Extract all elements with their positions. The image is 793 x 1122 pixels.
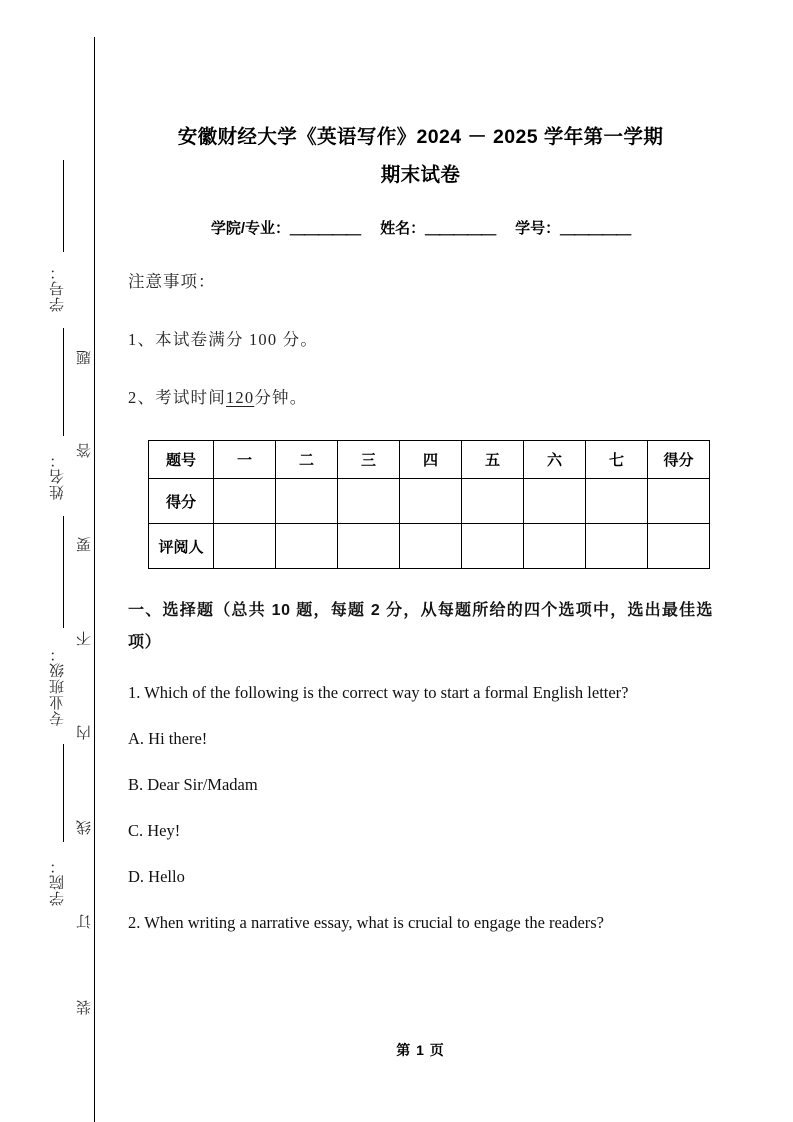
- seal-char-zhuang: 装: [77, 1000, 93, 1015]
- seal-char-yao: 要: [77, 537, 93, 552]
- college-major-label: 学院/专业：: [210, 220, 291, 237]
- score-table: [148, 440, 710, 569]
- student-no-blank[interactable]: ＿＿＿＿＿: [560, 220, 631, 237]
- page-title: [128, 0, 713, 194]
- table-cell-score-7[interactable]: [586, 479, 648, 524]
- notice-heading: 注意事项：: [128, 272, 216, 291]
- binding-label-student-no: 学号：: [50, 264, 66, 312]
- question-1-option-d[interactable]: D. Hello: [128, 867, 185, 886]
- table-header-4: 四: [400, 441, 462, 479]
- seal-char-bu: 不: [77, 631, 93, 646]
- name-label: 姓名：: [380, 220, 426, 237]
- table-header-1: 一: [214, 441, 276, 479]
- section-heading-multiple-choice: 一、选择题（总共 10 题，每题 2 分，从每题所给的四个选项中，选出最佳选项）: [128, 602, 713, 651]
- question-1-option-a[interactable]: A. Hi there!: [128, 729, 208, 748]
- table-cell-grader-2[interactable]: [276, 524, 338, 569]
- table-cell-grader-4[interactable]: [400, 524, 462, 569]
- notice-item-2: [128, 354, 713, 412]
- table-cell-score-5[interactable]: [462, 479, 524, 524]
- table-header-7: 七: [586, 441, 648, 479]
- question-1-option-b[interactable]: B. Dear Sir/Madam: [128, 775, 258, 794]
- table-cell-score-3[interactable]: [338, 479, 400, 524]
- table-cell-grader-7[interactable]: [586, 524, 648, 569]
- college-major-blank[interactable]: ＿＿＿＿＿: [290, 220, 361, 237]
- table-cell-grader-6[interactable]: [524, 524, 586, 569]
- paper-content: [128, 0, 713, 1122]
- table-cell-score-1[interactable]: [214, 479, 276, 524]
- binding-label-class: 专业班级：: [50, 646, 66, 726]
- table-cell-grader-total[interactable]: [648, 524, 710, 569]
- table-row-score: [149, 479, 710, 524]
- table-header-2: 二: [276, 441, 338, 479]
- notice-item-2-suffix: 分钟。: [254, 388, 308, 407]
- page-footer: 第 1 页: [396, 1042, 445, 1058]
- table-header-6: 六: [524, 441, 586, 479]
- page-title-line2: 期末试卷: [380, 164, 461, 186]
- question-1-option-c[interactable]: C. Hey!: [128, 821, 181, 840]
- student-no-label: 学号：: [515, 220, 561, 237]
- binding-divider-4: [63, 744, 64, 842]
- table-cell-score-6[interactable]: [524, 479, 586, 524]
- question-1: 1. Which of the following is the correct way to start a formal English letter?: [128, 683, 629, 702]
- table-header-5: 五: [462, 441, 524, 479]
- table-cell-grader-5[interactable]: [462, 524, 524, 569]
- student-identity-line: [128, 194, 713, 242]
- seal-char-ti: 题: [77, 350, 93, 365]
- seal-char-nei: 内: [77, 725, 93, 740]
- binding-vertical-rule: [94, 37, 95, 1122]
- page-title-line1: 安徽财经大学《英语写作》2024 － 2025 学年第一学期: [177, 126, 664, 148]
- table-row-grader: [149, 524, 710, 569]
- question-2: 2. When writing a narrative essay, what is crucial to engage the readers?: [128, 913, 605, 932]
- table-header-3: 三: [338, 441, 400, 479]
- table-header-total: 得分: [648, 441, 710, 479]
- binding-margin: [0, 0, 100, 1122]
- table-row-header: [149, 441, 710, 479]
- score-table-container: [128, 412, 713, 569]
- binding-label-college: 学院：: [50, 858, 66, 906]
- table-cell-score-4[interactable]: [400, 479, 462, 524]
- table-rowlabel-score: 得分: [149, 479, 214, 524]
- binding-divider-1: [63, 160, 64, 252]
- seal-char-da: 答: [77, 443, 93, 458]
- binding-label-column: [50, 0, 76, 1122]
- table-cell-score-total[interactable]: [648, 479, 710, 524]
- table-cell-grader-1[interactable]: [214, 524, 276, 569]
- name-blank[interactable]: ＿＿＿＿＿: [425, 220, 496, 237]
- table-cell-score-2[interactable]: [276, 479, 338, 524]
- table-rowlabel-grader: 评阅人: [149, 524, 214, 569]
- seal-char-xian: 线: [77, 820, 93, 835]
- table-cell-grader-3[interactable]: [338, 524, 400, 569]
- table-header-question-no: 题号: [149, 441, 214, 479]
- seal-char-ding: 订: [77, 914, 93, 929]
- binding-divider-3: [63, 516, 64, 628]
- notice-item-1: 1、本试卷满分 100 分。: [128, 330, 319, 349]
- binding-divider-2: [63, 328, 64, 436]
- exam-duration-value: 120: [225, 388, 255, 407]
- binding-label-name: 姓名：: [50, 452, 66, 500]
- notice-item-2-prefix: 2、考试时间: [128, 388, 226, 407]
